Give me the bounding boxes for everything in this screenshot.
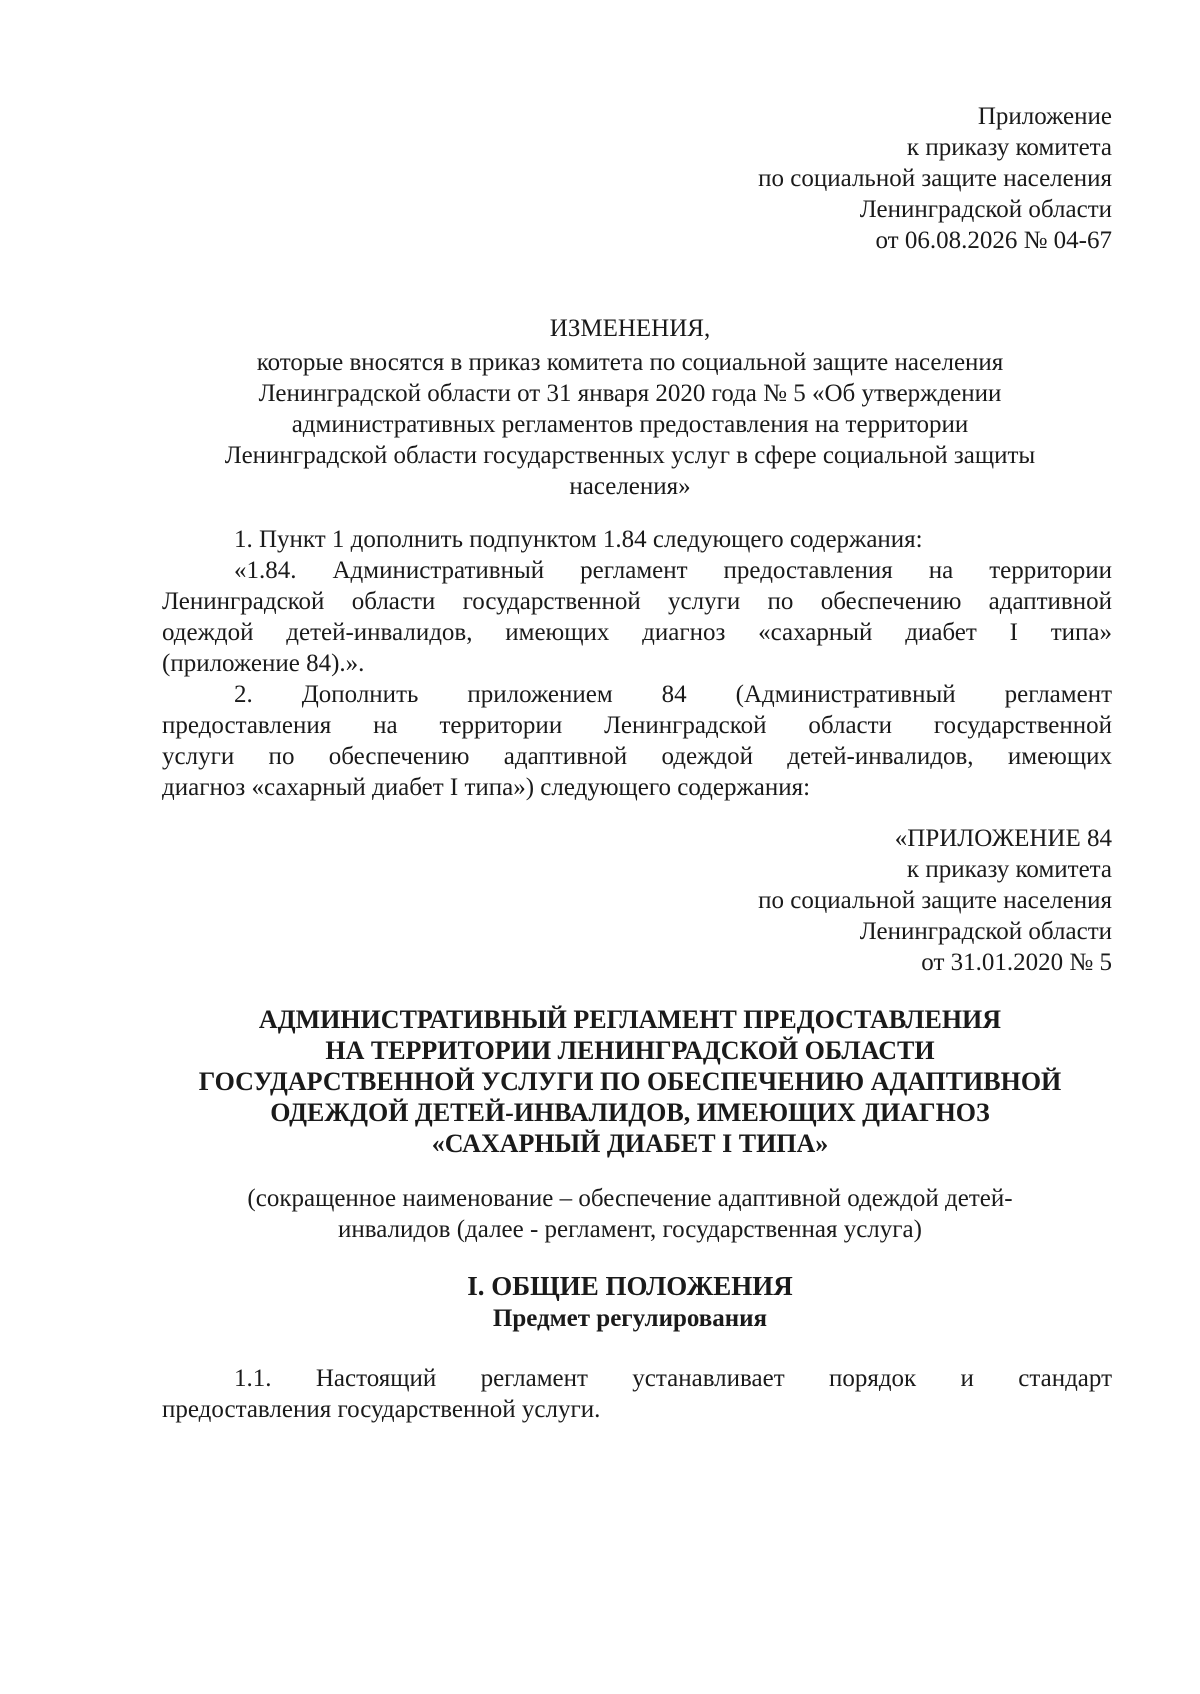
appendix-header-line: Приложение xyxy=(977,103,1112,130)
paragraph-line: диагноз «сахарный диабет I типа») следующего содержания: xyxy=(162,774,811,801)
changes-subtitle-line: Ленинградской области государственных услуг в сфере социальной защиты xyxy=(224,442,1036,469)
changes-heading: ИЗМЕНЕНИЯ, xyxy=(549,315,711,342)
short-name xyxy=(150,1183,1110,1245)
section-subheading: Предмет регулирования xyxy=(492,1305,768,1332)
short-name-line: (сокращенное наименование – обеспечение адаптивной одеждой детей- xyxy=(247,1185,1013,1212)
paragraph-3 xyxy=(162,679,1112,803)
regulation-title-line: ОДЕЖДОЙ ДЕТЕЙ-ИНВАЛИДОВ, ИМЕЮЩИХ ДИАГНОЗ xyxy=(270,1098,990,1127)
paragraph-line: 2. Дополнить приложением 84 (Административный регламент xyxy=(234,681,1112,708)
appendix84-header-line: «ПРИЛОЖЕНИЕ 84 xyxy=(894,825,1112,852)
paragraph-line: одеждой детей-инвалидов, имеющих диагноз «сахарный диабет I типа» xyxy=(162,619,1112,646)
changes-subtitle-line: которые вносятся в приказ комитета по социальной защите населения xyxy=(256,349,1004,376)
section-1-header xyxy=(150,1270,1110,1334)
paragraph-line: услуги по обеспечению адаптивной одеждой детей-инвалидов, имеющих xyxy=(162,743,1112,770)
short-name-line: инвалидов (далее - регламент, государственная услуга) xyxy=(338,1216,922,1243)
paragraph-line: 1.1. Настоящий регламент устанавливает порядок и стандарт xyxy=(234,1365,1112,1392)
section-heading: I. ОБЩИЕ ПОЛОЖЕНИЯ xyxy=(467,1271,793,1301)
changes-subtitle-line: административных регламентов предоставления на территории xyxy=(291,411,969,438)
paragraph-line: Ленинградской области государственной услуги по обеспечению адаптивной xyxy=(162,588,1112,615)
appendix-header xyxy=(758,101,1112,256)
regulation-title xyxy=(150,1004,1110,1159)
paragraph-line: предоставления государственной услуги. xyxy=(162,1396,601,1423)
appendix84-header-line: от 31.01.2020 № 5 xyxy=(921,949,1112,976)
appendix84-header-line: по социальной защите населения xyxy=(758,887,1112,914)
paragraph-line: предоставления на территории Ленинградской области государственной xyxy=(162,712,1112,739)
regulation-title-line: ГОСУДАРСТВЕННОЙ УСЛУГИ ПО ОБЕСПЕЧЕНИЮ АДАПТИВНОЙ xyxy=(198,1067,1062,1096)
appendix84-header-line: к приказу комитета xyxy=(906,856,1112,883)
changes-title xyxy=(150,313,1110,502)
regulation-title-line: АДМИНИСТРАТИВНЫЙ РЕГЛАМЕНТ ПРЕДОСТАВЛЕНИЯ xyxy=(258,1005,1002,1034)
appendix84-header-line: Ленинградской области xyxy=(859,918,1112,945)
changes-subtitle-line: Ленинградской области от 31 января 2020 года № 5 «Об утверждении xyxy=(258,380,1002,407)
changes-subtitle-line: населения» xyxy=(569,473,691,500)
paragraph-1 xyxy=(162,524,1112,555)
regulation-title-line: НА ТЕРРИТОРИИ ЛЕНИНГРАДСКОЙ ОБЛАСТИ xyxy=(325,1036,935,1065)
appendix-header-line: Ленинградской области xyxy=(859,196,1112,223)
appendix-header-line: по социальной защите населения xyxy=(758,165,1112,192)
appendix-header-line: от 06.08.2026 № 04-67 xyxy=(875,227,1112,254)
regulation-title-line: «САХАРНЫЙ ДИАБЕТ I ТИПА» xyxy=(431,1129,829,1158)
appendix-header-line: к приказу комитета xyxy=(906,134,1112,161)
paragraph-line: 1. Пункт 1 дополнить подпунктом 1.84 следующего содержания: xyxy=(234,526,923,553)
paragraph-line: «1.84. Административный регламент предоставления на территории xyxy=(234,557,1112,584)
appendix84-header xyxy=(758,823,1112,978)
clause-1-1 xyxy=(162,1363,1112,1425)
paragraph-2 xyxy=(162,555,1112,679)
paragraph-line: (приложение 84).». xyxy=(162,650,365,677)
